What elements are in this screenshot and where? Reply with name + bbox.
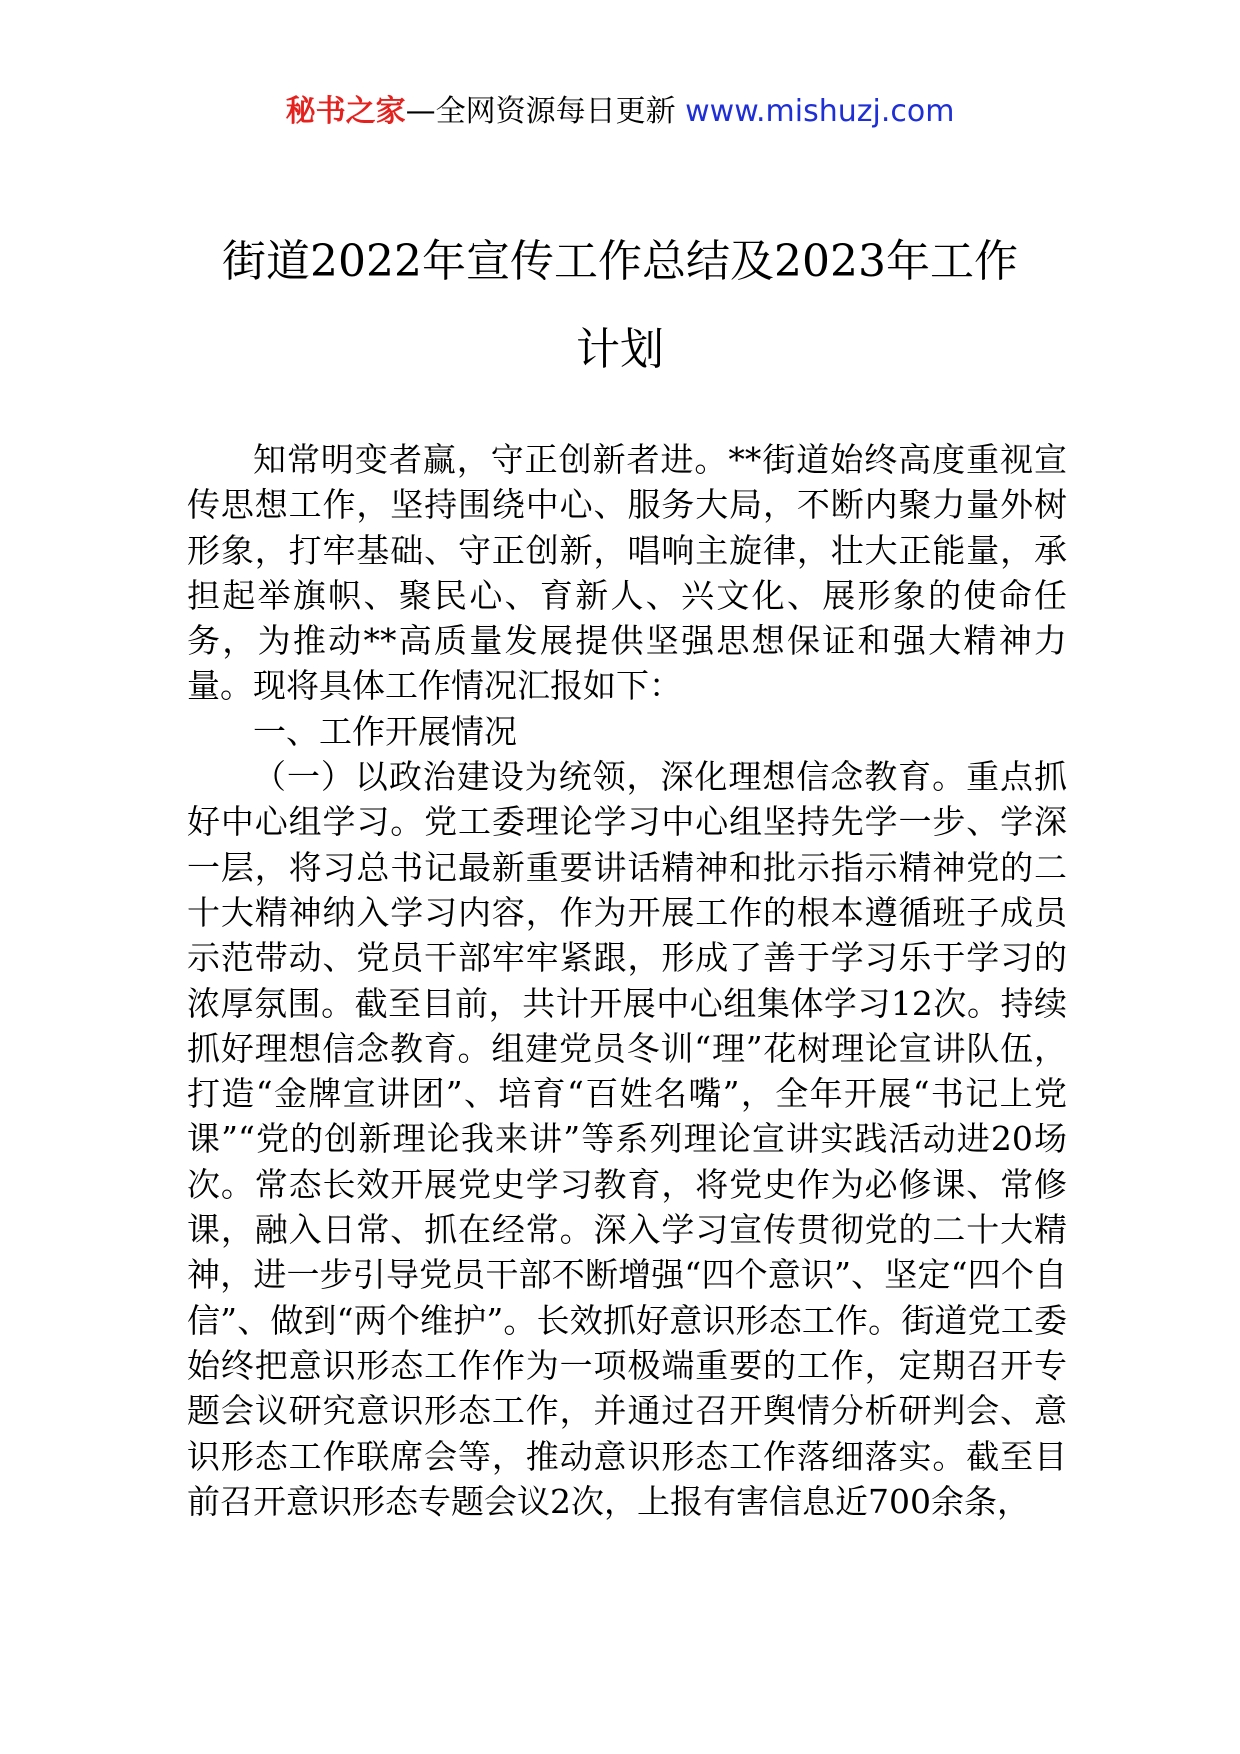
document-title-line-2: 计划	[576, 324, 664, 375]
intro-paragraph: 知常明变者赢，守正创新者进。**街道始终高度重视宣传思想工作，坚持围绕中心、服务大局，不断内聚力量外树形象，打牢基础、守正创新，唱响主旋律，壮大正能量，承担起举旗帜、聚民心、育新人、兴文化、展形象的使命任务，为推动**高质量发展提供坚强思想保证和强大精神力量。现将具体工作情况汇报如下：	[187, 440, 1067, 706]
banner-tagline: —全网资源每日更新	[405, 94, 686, 129]
document-body	[187, 437, 1067, 1524]
section-heading: 一、工作开展情况	[253, 711, 517, 751]
section-paragraph: （一）以政治建设为统领，深化理想信念教育。重点抓好中心组学习。党工委理论学习中心组坚持先学一步、学深一层，将习总书记最新重要讲话精神和批示指示精神党的二十大精神纳入学习内容，作为开展工作的根本遵循班子成员示范带动、党员干部牢牢紧跟，形成了善于学习乐于学习的浓厚氛围。截至目前，共计开展中心组集体学习12次。持续抓好理想信念教育。组建党员冬训“理”花树理论宣讲队伍，打造“金牌宣讲团”、培育“百姓名嘴”，全年开展“书记上党课”“党的创新理论我来讲”等系列理论宣讲实践活动进20场次。常态长效开展党史学习教育，将党史作为必修课、常修课，融入日常、抓在经常。深入学习宣传贯彻党的二十大精神，进一步引导党员干部不断增强“四个意识”、坚定“四个自信”、做到“两个维护”。长效抓好意识形态工作。街道党工委始终把意识形态工作作为一项极端重要的工作，定期召开专题会议研究意识形态工作，并通过召开舆情分析研判会、意识形态工作联席会等，推动意识形态工作落细落实。截至目前召开意识形态专题会议2次，上报有害信息近700余条，	[187, 757, 1067, 1521]
banner-brand: 秘书之家	[285, 94, 406, 129]
banner-url[interactable]: www.mishuzj.com	[685, 94, 955, 129]
document-title-line-1: 街道2022年宣传工作总结及2023年工作	[222, 236, 1018, 287]
site-banner	[0, 92, 1240, 132]
